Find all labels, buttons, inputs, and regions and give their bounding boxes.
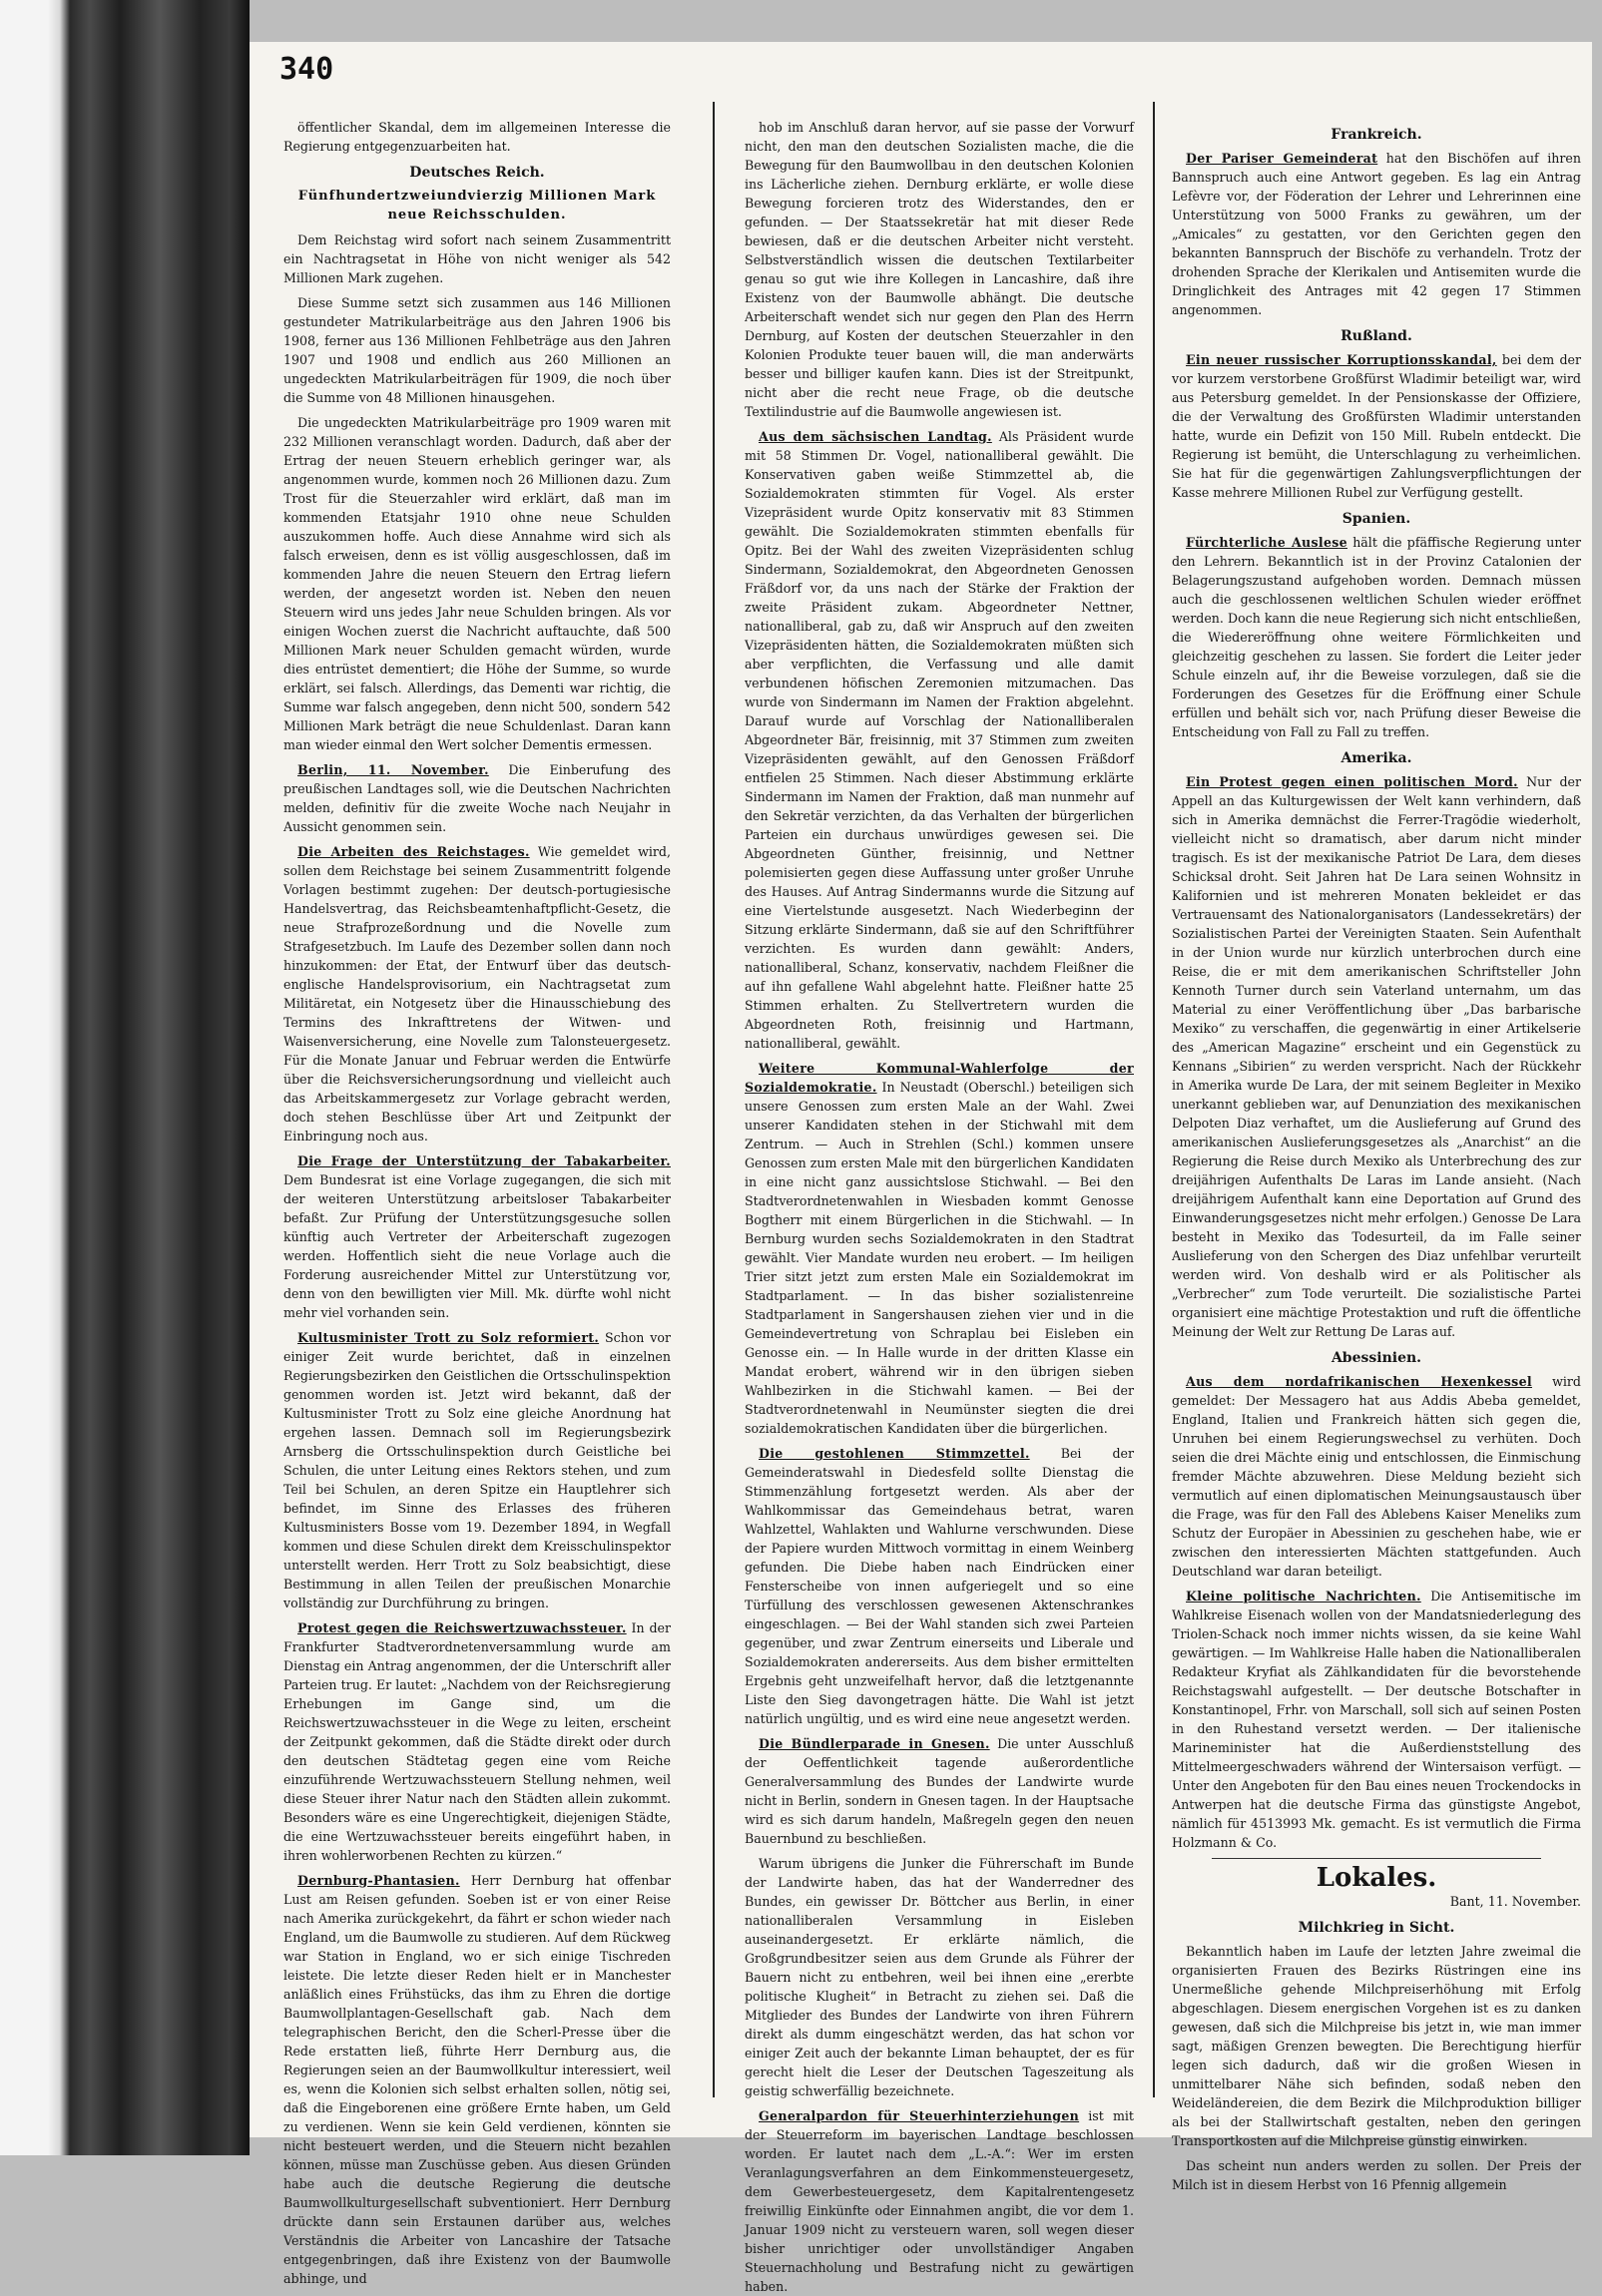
article-paragraph — [283, 413, 671, 754]
section-heading: Spanien. — [1341, 511, 1411, 527]
article-paragraph — [1172, 149, 1581, 319]
article-text: Als Präsident wurde mit 58 Stimmen Dr. Vogel, nationalliberal gewählt. Die Konservativen gaben weiße Stimmzettel ab, die Sozialdemokraten stimmten für Vogel. Als erster Vizepräsident wurde Opitz konservativ mit 83 Stimmen gewählt. Die Sozialdemokraten stimmten ebenfalls für Opitz. Bei der Wahl des zweiten Vizepräsidenten schlug Sindermann, Sozialdemokrat, den Abgeordneten Genossen Fräßdorf vor, da uns nach der Stärke der Fraktion der zweite Präsident zukam. Abgeordneter Nettner, nationalliberal, gab zu, daß wir Anspruch auf den zweiten Vizepräsidenten hätten, die Sozialdemokraten müßten sich aber verpflichten, die Verfassung und alle damit verbundenen höfischen Zeremonien mitzumachen. Das wurde von Sindermann im Namen der Fraktion abgelehnt. Darauf wurde auf Vorschlag der Nationalliberalen Abgeordneter Bär, freisinnig, mit 37 Stimmen zum zweiten Vizepräsidenten gewählt, auf den Genossen Fräßdorf entfielen 25 Stimmen. Nach dieser Abstimmung erklärte Sindermann im Namen der Fraktion, daß man nunmehr auf den Sekretär verzichten, da das Verhalten der bürgerlichen Parteien ein durchaus unwürdiges gewesen sei. Die Abgeordneten Günther, freisinnig, und Nettner polemisierten gegen diese Auffassung unter großer Unruhe des Hauses. Auf Antrag Sindermanns wurde die Sitzung auf eine Viertelstunde ausgesetzt. Nach Wiederbeginn der Sitzung erklärte Sindermann, daß sie auf den Schriftführer verzichten. Es wurden dann gewählt: Anders, nationalliberal, Schanz, konservativ, nachdem Fleißner die auf ihn gefallene Wahl abgelehnt hatte. Fleißner hatte 25 Stimmen erhalten. Zu Stellvertretern wurden die Abgeordneten Roth, freisinnig und Hartmann, nationalliberal, gewählt. — [745, 429, 1134, 1051]
article-text: Die Antisemitische im Wahlkreise Eisenach wollen von der Mandatsniederlegung des Triolen-Schack noch immer nichts wissen, da sie keine Wahl gewärtigen. — Im Wahlkreise Halle haben die Nationalliberalen Redakteur Kryfiat als Zählkandidaten für die bevorstehende Reichstagswahl aufgestellt. — Der deutsche Botschafter in Konstantinopel, Frhr. von Marschall, soll sich auf seinen Posten in den Ruhestand versetzt werden. — Der italienische Marineminister hat die Außerdienststellung des Mittelmeergeschwaders während der Wintersaison verfügt. — Unter den Angeboten für den Bau eines neuen Trockendocks in Antwerpen hat die deutsche Firma das günstigste Angebot, nämlich für 4513993 Mk. gemacht. Es ist vermutlich die Firma Holzmann & Co. — [1172, 1589, 1581, 1850]
article-paragraph — [1172, 772, 1581, 1341]
article-paragraph — [283, 1618, 671, 1865]
article-paragraph — [745, 427, 1134, 1053]
article-paragraph — [283, 842, 671, 1146]
article-paragraph — [283, 1871, 671, 2288]
section-heading: Rußland. — [1340, 328, 1412, 344]
article-text: Nur der Appell an das Kulturgewissen der Welt kann verhindern, daß sich in Amerika demnächst die Ferrer-Tragödie wiederholt, vielleicht nicht so dramatisch, aber darum nicht minder tragisch. Es ist der mexikanische Patriot De Lara, dem dieses Schicksal droht. Seit Jahren hat De Lara seinen Wohnsitz in Kalifornien und ist mehreren Monaten bekleidet er das Vertrauensamt des Nationalorganisators (Landessekretärs) der Sozialistischen Partei der Vereinigten Staaten. Sein Aufenthalt in der Union wurde nur kürzlich unterbrochen durch eine Reise, die er mit dem amerikanischen Schriftsteller John Kennoth Turner durch sein Vaterland unternahm, um das Material zu einer Veröffentlichung über „Das barbarische Mexiko“ zu verschaffen, die gegenwärtig in einer Artikelserie des „American Magazine“ erscheint und ein Gegenstück zu Kennans „Sibirien“ zu werden verspricht. Nach der Rückkehr in Amerika wurde De Lara, der mit seinem Begleiter in Mexiko unerkannt geblieben war, auf Denunziation des mexikanischen Delpoten Diaz verhaftet, um die Auslieferung auf Grund des amerikanischen Auslieferungsgesetzes als „Anarchist“ an die Regierung die Reise durch Mexiko als Unterbrechung des zur dreijährigen Aufenthalts De Laras im Lande ansieht. (Nach dreijährigem Aufenthalt kann eine Deportation auf Grund des Einwanderungsgesetzes nicht mehr erfolgen.) Genosse De Lara besteht in Mexiko das Todesurteil, da im Falle seiner Auslieferung von den Schergen des Diaz unfehlbar verurteilt werden wird. Von deshalb wird er als Politischer als „Verbrecher“ zum Tode verurteilt. Die sozialistische Partei organisiert eine mächtige Protestaktion und ruft die öffentliche Meinung der Welt zur Rettung De Laras auf. — [1172, 774, 1581, 1339]
section-heading-large: Lokales. — [1316, 1863, 1437, 1893]
article-text: Das scheint nun anders werden zu sollen. Der Preis der Milch ist in diesem Herbst von 16 Pfennig allgemein — [1172, 2158, 1581, 2192]
article-text: bei dem der vor kurzem verstorbene Großfürst Wladimir beteiligt war, wird aus Petersburg gemeldet. In der Pensionskasse der Offiziere, die der Verwaltung des Großfürsten Wladimir unterstanden hatte, wurde ein Defizit von 150 Mill. Rubeln entdeckt. Die Regierung ist bemüht, die Unterschlagung zu verheimlichen. Sie hat für die gegenwärtigen Zahlungsverpflichtungen der Kasse mehrere Millionen Rubel zur Verfügung gestellt. — [1172, 352, 1581, 500]
article-paragraph — [1172, 2156, 1581, 2194]
section-divider — [1212, 1858, 1541, 1859]
article-text: hat den Bischöfen auf ihren Bannspruch auch eine Antwort gegeben. Es lag ein Antrag Lefèvre vor, der Föderation der Lehrer und Lehrerinnen eine Unterstützung von 5000 Franks zu gewähren, um der „Amicales“ zu gestatten, vor den Gerichten gegen den bekannten Bannspruch der Bischöfe zu verhandeln. Trotz der drohenden Sprache der Klerikalen und Antisemiten wurde die Dringlichkeit des Antrages mit 42 gegen 17 Stimmen angenommen. — [1172, 151, 1581, 317]
article-text: hält die pfäffische Regierung unter den Lehrern. Bekanntlich ist in der Provinz Catalonien der Belagerungszustand aufgehoben worden. Demnach müssen auch die geschlossenen weltlichen Schulen wieder eröffnet werden. Doch kann die neue Regierung sich nicht entschließen, die Wiedereröffnung ohne weitere Förmlichkeiten und gleichzeitig geschehen zu lassen. Sie fordert die Leiter jeder Schule einzeln auf, ihr die Beweise vorzulegen, daß sie die Forderungen des Gesetzes für die Eröffnung einer Schule erfüllen und behält sich vor, nach Prüfung dieser Beweise die Entscheidung von Fall zu Fall zu treffen. — [1172, 535, 1581, 739]
article-paragraph — [745, 1444, 1134, 1728]
article-lead: Aus dem sächsischen Landtag. — [759, 429, 992, 444]
article-paragraph — [745, 2106, 1134, 2296]
article-text: Die unter Ausschluß der Oeffentlichkeit tagende außerordentliche Generalversammlung des Bundes der Landwirte wurde nicht in Berlin, sondern in Gnesen tagen. In der Hauptsache wird es sich darum handeln, Maßregeln gegen den neuen Bauernbund zu beschließen. — [745, 1736, 1134, 1846]
article-text: Dem Bundesrat ist eine Vorlage zugegangen, die sich mit der weiteren Unterstützung arbeitsloser Tabakarbeiter befaßt. Zur Prüfung der Unterstützungsgesuche sollen künftig auch Vertreter der Arbeiterschaft zugezogen werden. Hoffentlich sieht die neue Vorlage auch die Forderung ausreichender Mittel zur Unterstützung vor, denn von den bewilligten vier Mill. Mk. dürfte wohl nicht mehr viel vorhanden sein. — [283, 1172, 671, 1320]
section-heading: Deutsches Reich. — [409, 165, 545, 181]
article-text: Bekanntlich haben im Laufe der letzten Jahre zweimal die organisierten Frauen des Bezirks Rüstringen eine ins Unermeßliche gehende Milchpreiserhöhung mit Erfolg abgeschlagen. Diesem energischen Vorgehen ist es zu danken gewesen, daß sich die Milchpreise bis jetzt in, wie man immer sagt, mäßigen Grenzen bewegten. Die Berechtigung hierfür legen sich dadurch, daß wir die großen Wiesen in unmittelbarer Nähe sich befinden, sodaß neben den Weideländereien, die dem Bezirk die Milchproduktion billiger als bei der Stallwirtschaft gestalten, neben den geringen Transportkosten auf die Milchpreise günstig einwirken. — [1172, 1944, 1581, 2148]
article-lead: Dernburg-Phantasien. — [297, 1873, 460, 1888]
article-text: Dem Reichstag wird sofort nach seinem Zusammentritt ein Nachtragsetat in Höhe von nicht weniger als 542 Millionen Mark zugehen. — [283, 232, 671, 285]
article-paragraph — [283, 760, 671, 836]
article-lead: Aus dem nordafrikanischen Hexenkessel — [1186, 1374, 1532, 1389]
article-lead: Berlin, 11. November. — [297, 762, 489, 777]
dateline: Bant, 11. November. — [1449, 1894, 1581, 1909]
page-number: 340 — [279, 52, 334, 87]
article-lead: Kleine politische Nachrichten. — [1186, 1589, 1421, 1604]
article-lead: Generalpardon für Steuerhinterziehungen — [759, 2108, 1080, 2123]
article-text: ist mit der Steuerreform im bayerischen Landtage beschlossen worden. Er lautet nach dem „L.-A.“: Wer im ersten Veranlagungsverfahren an dem Einkommensteuergesetz, dem Gewerbesteuergesetz, dem Kapitalrentengesetz freiwillig Einkünfte oder Einnahmen angibt, die vor dem 1. Januar 1909 nicht zu versteuern waren, soll wegen dieser bisher unrichtiger oder unvollständiger Angaben Steuernachholung und Bestrafung nicht zu gewärtigen haben. — [745, 2108, 1134, 2294]
article-paragraph — [1172, 1372, 1581, 1581]
article-paragraph — [1172, 1942, 1581, 2150]
article-lead: Die Bündlerparade in Gnesen. — [759, 1736, 990, 1751]
article-text: In Neustadt (Oberschl.) beteiligen sich unsere Genossen zum ersten Male an der Wahl. Zwei unserer Kandidaten stehen in der Stichwahl mit dem Zentrum. — Auch in Strehlen (Schl.) kommen unsere Genossen zum ersten Male mit den bürgerlichen Kandidaten in eine nicht ganz aussichtslose Stichwahl. — Bei den Stadtverordnetenwahlen in Wiesbaden kommt Genosse Bogtherr mit einem Bürgerlichen in die Stichwahl. — In Bernburg wurden sechs Sozialdemokraten in den Stadtrat gewählt. Vier Mandate wurden neu erobert. — Im heiligen Trier sitzt jetzt zum ersten Male ein Sozialdemokrat im Stadtparlament. — In das bisher sozialistenreine Stadtparlament in Sangershausen ziehen vier und in die Gemeindevertretung von Schraplau bei Eisleben ein Genosse ein. — In Halle wurde in der dritten Klasse ein Mandat erobert, während wir in den übrigen sieben Wahlbezirken in die Stichwahl kamen. — Bei der Stadtverordnetenwahl in Neumünster siegten die drei sozialdemokratischen Kandidaten über die bürgerlichen. — [745, 1080, 1134, 1436]
section-heading: Amerika. — [1340, 750, 1412, 766]
article-paragraph — [283, 1328, 671, 1612]
article-lead: Die Frage der Unterstützung der Tabakarbeiter. — [297, 1153, 671, 1168]
section-heading: Milchkrieg in Sicht. — [1298, 1920, 1455, 1936]
column-3 — [1172, 118, 1581, 2192]
article-lead: Protest gegen die Reichswertzuwachssteuer. — [297, 1620, 627, 1635]
article-lead: Weitere Kommunal-Wahlerfolge der Sozialdemokratie. — [745, 1061, 1134, 1095]
article-paragraph — [283, 293, 671, 407]
column-1 — [283, 118, 671, 2286]
article-paragraph — [1172, 350, 1581, 502]
article-subheading: Fünfhundertzweiundvierzig Millionen Mark neue Reichsschulden. — [297, 189, 657, 223]
column-rule — [713, 102, 715, 2097]
article-lead: Ein neuer russischer Korruptionsskandal, — [1186, 352, 1497, 367]
article-text: Bei der Gemeinderatswahl in Diedesfeld sollte Dienstag die Stimmenzählung fortgesetzt werden. Als aber der Wahlkommissar das Gemeindehaus betrat, waren Wahlzettel, Wahlakten und Wahlurne verschwunden. Diese der Papiere wurden Mittwoch vormittag in einem Weinberg gefunden. Die Diebe haben nach Eindrücken einer Fensterscheibe von innen aufgeriegelt und so eine Türfüllung des verschlossen gewesenen Aktenschrankes eingeschlagen. — Bei der Wahl standen sich zwei Parteien gegenüber, und zwar Zentrum einerseits und Liberale und Sozialdemokraten andererseits. Aus dem bisher ermittelten Ergebnis geht unzweifelhaft hervor, daß die letztgenannte Liste den Sieg davongetragen hätte. Die Wahl ist jetzt natürlich ungültig, und es wird eine neue angesetzt werden. — [745, 1446, 1134, 1726]
article-lead: Der Pariser Gemeinderat — [1186, 151, 1378, 166]
article-text: In der Frankfurter Stadtverordnetenversammlung wurde am Dienstag ein Antrag angenommen, der die Unterschrift aller Parteien trug. Er lautet: „Nachdem von der Reichsregierung Erhebungen im Gange sind, um die Reichswertzuwachssteuer in die Wege zu leiten, erscheint der Zeitpunkt gekommen, daß die Städte direkt oder durch den deutschen Städtetag gegen eine vom Reiche einzuführende Wertzuwachssteuern Stellung nehmen, weil diese Steuer ihrer Natur nach den Städten allein zukommt. Besonders wäre es eine Ungerechtigkeit, diejenigen Städte, die eine Wertzuwachssteuer bereits eingeführt haben, in ihren wohlerworbenen Rechten zu kürzen.“ — [283, 1620, 671, 1863]
article-paragraph — [283, 118, 671, 156]
article-text: Diese Summe setzt sich zusammen aus 146 Millionen gestundeter Matrikularbeiträge aus den Jahren 1906 bis 1908, ferner aus 136 Millionen Fehlbeträge aus den Jahren 1907 und 1908 und endlich aus 260 Millionen an ungedeckten Matrikularbeiträgen für 1909, die noch über die Summe von 48 Millionen hinausgehen. — [283, 295, 671, 405]
article-text: Herr Dernburg hat offenbar Lust am Reisen gefunden. Soeben ist er von einer Reise nach Amerika zurückgekehrt, da fährt er schon wieder nach England, um die Baumwolle zu studieren. Auf dem Rückweg war Station in England, wo er sich einige Tischreden leistete. Die letzte dieser Reden hielt er in Manchester anläßlich eines Frühstücks, das ihm zu Ehren die dortige Baumwollplantagen-Gesellschaft gab. Nach dem telegraphischen Bericht, den die Scherl-Presse über die Rede erstatten ließ, führte Herr Dernburg aus, die Regierungen seien an der Baumwollkultur interessiert, weil es, wenn die Kolonien sich selbst erhalten sollen, nötig sei, daß die Eingeborenen eine größere Ernte haben, um Geld zu verdienen. Wenn sie kein Geld verdienen, könnten sie nicht besteuert werden, und die Steuern nicht bezahlen können, müsse man Zuschüsse geben. Aus diesen Gründen habe auch die deutsche Regierung die deutsche Baumwollkulturgesellschaft subventioniert. Herr Dernburg drückte dann sein Erstaunen darüber aus, welches Verständnis die Arbeiter von Lancashire der Tatsache entgegenbringen, daß ihre Existenz von der Baumwolle abhinge, und — [283, 1873, 671, 2286]
article-text: Die ungedeckten Matrikularbeiträge pro 1909 waren mit 232 Millionen veranschlagt worden. Dadurch, daß aber der Ertrag der neuen Steuern erheblich geringer war, als angenommen wurde, kommen noch 26 Millionen dazu. Zum Trost für die Steuerzahler wird erklärt, daß man im kommenden Etatsjahr 1910 ohne neue Schulden auszukommen hoffe. Auch diese Annahme wird sich als falsch erweisen, denn es ist völlig ausgeschlossen, daß im kommenden Jahre die neuen Steuern den Ertrag liefern werden, der angesetzt worden ist. Neben den neuen Steuern wird uns jedes Jahr neue Schulden bringen. Als vor einigen Wochen zuerst die Nachricht auftauchte, daß 500 Millionen Mark neuer Schulden gemacht würden, wurde dies entrüstet dementiert; die Höhe der Summe, so wurde erklärt, sei falsch. Allerdings, das Dementi war richtig, die Summe war falsch angegeben, denn nicht 500, sondern 542 Millionen Mark beträgt die neue Schuldenlast. Daran kann man wieder einmal den Wert solcher Dementis ermessen. — [283, 415, 671, 752]
article-text: Warum übrigens die Junker die Führerschaft im Bunde der Landwirte haben, das hat der Wanderredner des Bundes, ein gewisser Dr. Böttcher aus Berlin, in einer nationalliberalen Versammlung in Eisleben auseinandergesetzt. Er erklärte nämlich, die Großgrundbesitzer seien aus dem Grunde als Führer der Bauern nicht zu entbehren, weil bei ihnen eine „ererbte politische Klugheit“ in Betracht zu ziehen sei. Daß die Mitglieder des Bundes der Landwirte von ihren Führern direkt als dumm eingeschätzt werden, das hat schon vor einiger Zeit auch der bekannte Liman behauptet, der es für gerecht hielt die Leser der Deutschen Tageszeitung als geistig schwerfällig bezeichnete. — [745, 1856, 1134, 2098]
article-lead: Die Arbeiten des Reichstages. — [297, 844, 530, 859]
column-2 — [745, 118, 1134, 2294]
article-paragraph — [745, 1854, 1134, 2100]
column-rule — [1153, 102, 1155, 2097]
book-binding-edge — [0, 0, 250, 2155]
article-text: Die Einberufung des preußischen Landtages soll, wie die Deutschen Nachrichten melden, definitiv für die zweite Woche nach Neujahr in Aussicht genommen sein. — [283, 762, 671, 834]
article-paragraph — [745, 118, 1134, 421]
article-lead: Ein Protest gegen einen politischen Mord. — [1186, 774, 1518, 789]
article-lead: Kultusminister Trott zu Solz reformiert. — [297, 1330, 600, 1345]
article-text: Wie gemeldet wird, sollen dem Reichstage bei seinem Zusammentritt folgende Vorlagen bestimmt zugehen: Der deutsch-portugiesische Handelsvertrag, das Reichsbeamtenhaftpflicht-Gesetz, die neue Strafprozeßordnung und die Novelle zum Strafgesetzbuch. Im Laufe des Dezember sollen dann noch hinzukommen: der Etat, der Entwurf über das deutsch-englische Handelsprovisorium, ein Nachtragsetat zum Militäretat, ein Notgesetz über die Hinausschiebung des Termins des Inkrafttretens der Witwen- und Waisenversicherung, eine Novelle zum Talonsteuergesetz. Für die Monate Januar und Februar werden die Entwürfe über die Reichsversicherungsordnung und vielleicht auch das Arbeitskammergesetz zur Vorlage gebracht werden, doch stehen Beschlüsse über Art und Zeitpunkt der Einbringung noch aus. — [283, 844, 671, 1144]
article-paragraph — [745, 1734, 1134, 1848]
article-text: Schon vor einiger Zeit wurde berichtet, daß in einzelnen Regierungsbezirken den Geistlichen die Ortsschulinspektion genommen worden ist. Jetzt wird bekannt, daß der Kultusminister Trott zu Solz eine gleiche Anordnung hat ergehen lassen. Demnach soll im Regierungsbezirk Arnsberg die Ortsschulinspektion durch Geistliche bei Schulen, die unter Leitung eines Rektors stehen, und zum Teil bei Schulen, an deren Spitze ein Hauptlehrer sich befindet, im Sinne des Erlasses des früheren Kultusministers Bosse vom 19. Dezember 1894, in Wegfall kommen und diese Schulen direkt dem Kreisschulinspektor unterstellt werden. Herr Trott zu Solz beabsichtigt, diese Bestimmung in allen Teilen der preußischen Monarchie vollständig zur Durchführung zu bringen. — [283, 1330, 671, 1610]
article-paragraph — [745, 1059, 1134, 1438]
section-heading: Frankreich. — [1331, 127, 1422, 143]
article-paragraph — [283, 1151, 671, 1322]
article-text: öffentlicher Skandal, dem im allgemeinen Interesse die Regierung entgegenzuarbeiten hat. — [283, 120, 671, 154]
article-text: wird gemeldet: Der Messagero hat aus Addis Abeba gemeldet, England, Italien und Frankreich hätten sich gegen die, Unruhen bei einem Regierungswechsel zu verhüten. Doch seien die drei Mächte einig und entschlossen, die Einmischung fremder Mächte abzuwehren. Diese Meldung bezieht sich vermutlich auf einen diplomatischen Meinungsaustausch über die Frage, was für den Fall des Ablebens Kaiser Meneliks zum Schutz der Europäer in Abessinien zu geschehen habe, wie er zwischen den interessierten Mächten stattgefunden. Auch Deutschland war daran beteiligt. — [1172, 1374, 1581, 1579]
article-text: hob im Anschluß daran hervor, auf sie passe der Vorwurf nicht, den man den deutschen Sozialisten mache, die die Bewegung für den Baumwollbau in den deutschen Kolonien ins Lächerliche ziehen. Dernburg erklärte, er wolle diese Bewegung forcieren trotz des Widerstandes, den er gefunden. — Der Staatssekretär hat mit dieser Rede bewiesen, daß er die deutschen Arbeiter nicht versteht. Selbstverständlich wissen die deutschen Textilarbeiter genau so gut wie ihre Kollegen in Lancashire, daß ihre Existenz von der Baumwolle abhängt. Die deutsche Arbeiterschaft wendet sich nur gegen den Plan des Herrn Dernburg, auf Kosten der deutschen Steuerzahler in den Kolonien Produkte teuer bauen will, die man anderwärts besser und billiger kaufen kann. Dies ist der Streitpunkt, nicht aber die recht neue Frage, ob die deutsche Textilindustrie auf die Baumwolle angewiesen ist. — [745, 120, 1134, 419]
article-lead: Die gestohlenen Stimmzettel. — [759, 1446, 1030, 1461]
article-lead: Fürchterliche Auslese — [1186, 535, 1347, 550]
article-paragraph — [1172, 1587, 1581, 1852]
newspaper-page — [250, 42, 1592, 2294]
article-paragraph — [283, 230, 671, 287]
article-paragraph — [1172, 533, 1581, 741]
section-heading: Abessinien. — [1331, 1350, 1422, 1366]
